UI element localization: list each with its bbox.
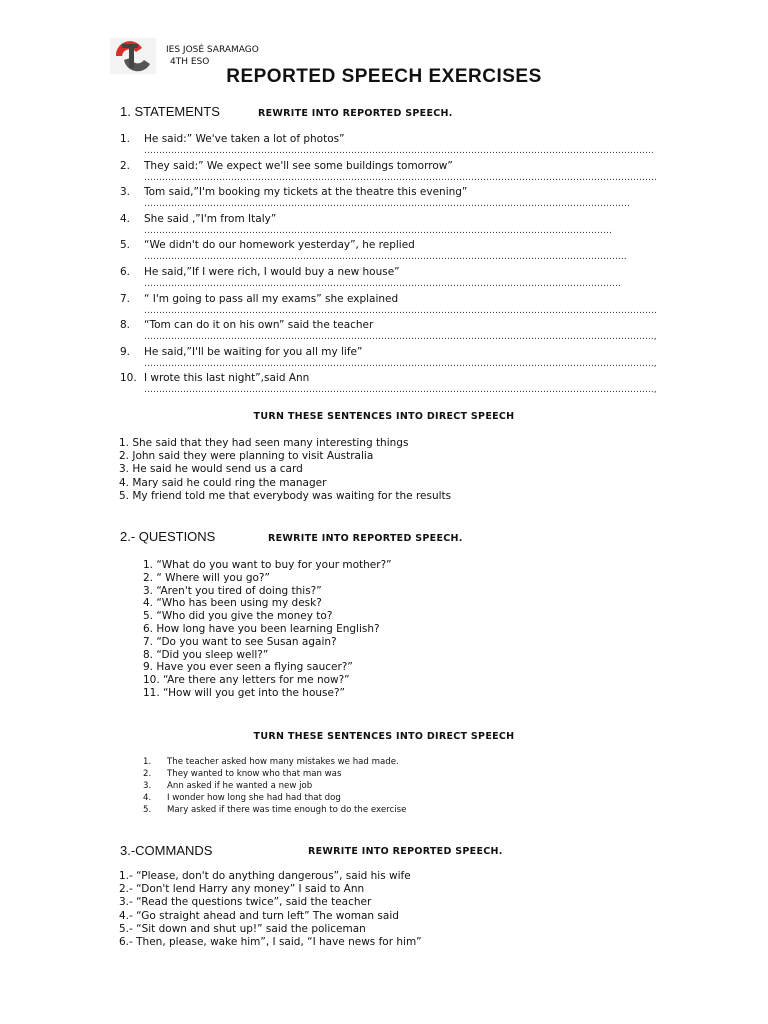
answer-line: …………………………………………………………………………………………………………………………………………… [144, 279, 621, 289]
questions-direct-list [143, 756, 543, 816]
exercise-item [120, 266, 680, 292]
item-number: 9. [120, 345, 131, 358]
commands-instruction: REWRITE INTO REPORTED SPEECH. [308, 846, 503, 857]
exercise-item [120, 186, 680, 212]
exercise-item [120, 239, 680, 265]
questions-direct-instruction: TURN THESE SENTENCES INTO DIRECT SPEECH [253, 731, 515, 742]
school-name: IES JOSÉ SARAMAGO [166, 45, 259, 55]
item-text: Tom said,”I'm booking my tickets at the theatre this evening” [144, 186, 468, 199]
exercise-item [120, 133, 680, 159]
exercise-item [120, 160, 680, 186]
item-number: 1. [120, 133, 131, 145]
item-text: I wrote this last night”,said Ann [144, 372, 310, 385]
answer-line: ……………………………………………………………………………………………………………………………………………… [144, 199, 630, 210]
questions-heading: 2.- QUESTIONS [120, 529, 216, 544]
answer-line: …………………………………………………………………………………………………………………………………………………….., [144, 332, 657, 343]
item-text: “Tom can do it on his own” said the teacher [144, 319, 374, 332]
item-text: “We didn't do our homework yesterday”, he replied [144, 239, 415, 252]
list-item [143, 756, 543, 768]
list-item: 4. “Who has been using my desk? [143, 597, 322, 610]
item-number: 6. [120, 266, 131, 278]
item-number: 2. [120, 159, 131, 172]
list-item: 1. “What do you want to buy for your mother?” [143, 559, 392, 571]
list-item: 5. My friend told me that everybody was waiting for the results [119, 489, 452, 502]
list-item: 2. “ Where will you go?” [143, 571, 270, 584]
list-item: 2. John said they were planning to visit Australia [119, 450, 374, 463]
list-item: 3. He said he would send us a card [119, 463, 303, 476]
item-text: He said,”I'll be waiting for you all my life” [144, 345, 363, 358]
list-item: 5.- “Sit down and shut up!” said the policeman [119, 922, 366, 935]
item-text: The teacher asked how many mistakes we had made. [167, 757, 399, 767]
list-item: 1. She said that they had seen many interesting things [119, 437, 409, 449]
statements-instruction: REWRITE INTO REPORTED SPEECH. [258, 108, 453, 119]
list-item: 1.- “Please, don't do anything dangerous”, said his wife [119, 870, 411, 882]
item-number: 5. [120, 239, 131, 252]
answer-line: …………………………………………………………………………………………………………………………………………….. [144, 252, 627, 263]
school-grade: 4TH ESO [170, 57, 210, 67]
exercise-item [120, 346, 680, 372]
commands-heading: 3.-COMMANDS [120, 843, 213, 858]
list-item [143, 792, 543, 804]
list-item [143, 768, 543, 780]
item-text: They wanted to know who that man was [167, 769, 342, 779]
item-number: 3. [120, 186, 131, 199]
list-item: 4. Mary said he could ring the manager [119, 476, 327, 489]
item-text: He said:” We've taken a lot of photos” [144, 133, 345, 145]
item-number: 2. [143, 769, 152, 779]
statements-direct-list [119, 437, 451, 503]
item-text: They said:” We expect we'll see some buildings tomorrow” [144, 159, 453, 172]
list-item [143, 780, 543, 792]
list-item: 7. “Do you want to see Susan again? [143, 635, 337, 648]
item-number: 5. [143, 805, 152, 815]
item-number: 8. [120, 319, 131, 332]
answer-line: …………………………………………………………………………………………………………………………………………………….. [144, 146, 654, 156]
item-text: I wonder how long she had had that dog [167, 793, 341, 803]
answer-line: …………………………………………………………………………………………………………………………………………………….., [144, 385, 657, 396]
school-info [166, 44, 259, 68]
answer-line: ……………………………………………………………………………………………………………………………………………………… [144, 172, 657, 183]
list-item [143, 804, 543, 816]
list-item: 3. “Aren't you tired of doing this?” [143, 584, 322, 597]
item-text: He said,”If I were rich, I would buy a new house” [144, 266, 400, 278]
page-title: REPORTED SPEECH EXERCISES [226, 66, 542, 87]
item-number: 10. [120, 372, 137, 385]
list-item: 2.- “Don't lend Harry any money” I said to Ann [119, 883, 365, 896]
list-item: 5. “Who did you give the money to? [143, 610, 333, 623]
answer-line: ………………………………………………………………………………………………………………………………………… [144, 225, 612, 236]
list-item: 3.- “Read the questions twice”, said the teacher [119, 896, 372, 909]
item-number: 3. [143, 781, 152, 791]
list-item: 10. “Are there any letters for me now?” [143, 674, 350, 687]
item-text: Mary asked if there was time enough to do the exercise [167, 805, 407, 815]
item-text: She said ,”I'm from Italy” [144, 212, 277, 225]
list-item: 11. “How will you get into the house?” [143, 686, 345, 699]
list-item: 6. How long have you been learning English? [143, 622, 380, 635]
questions-instruction: REWRITE INTO REPORTED SPEECH. [268, 533, 463, 544]
list-item: 9. Have you ever seen a flying saucer?” [143, 661, 353, 674]
answer-line: …………………………………………………………………………………………………………………………………………………….., [144, 358, 657, 369]
statements-heading: 1. STATEMENTS [120, 104, 220, 119]
item-number: 4. [143, 793, 152, 803]
item-text: Ann asked if he wanted a new job [167, 781, 313, 791]
list-item: 4.- “Go straight ahead and turn left” The woman said [119, 909, 399, 922]
list-item: 6.- Then, please, wake him”, I said, “I have news for him” [119, 935, 422, 948]
list-item: 8. “Did you sleep well?” [143, 648, 269, 661]
exercise-item [120, 293, 680, 319]
exercise-item [120, 319, 680, 345]
item-text: “ I'm going to pass all my exams” she explained [144, 292, 399, 305]
questions-list [143, 559, 392, 700]
answer-line: ……………………………………………………………………………………………………………………………………………………… [144, 305, 657, 316]
commands-list [119, 870, 422, 949]
item-number: 4. [120, 212, 131, 225]
item-number: 7. [120, 292, 131, 305]
exercise-item [120, 372, 680, 398]
exercise-item [120, 213, 680, 239]
statements-direct-instruction: TURN THESE SENTENCES INTO DIRECT SPEECH [253, 411, 515, 422]
item-number: 1. [143, 757, 152, 767]
